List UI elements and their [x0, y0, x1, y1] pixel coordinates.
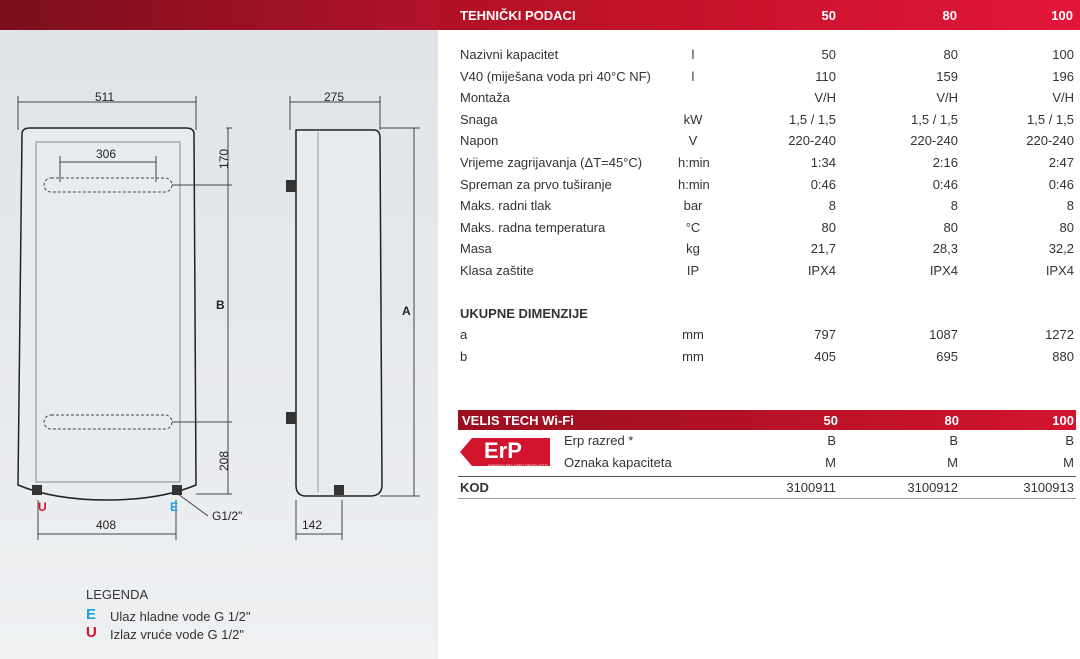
velis-title: VELIS TECH Wi-Fi — [462, 413, 574, 428]
dim-g12: G1/2" — [212, 509, 243, 523]
table-row: Klasa zaštite IP IPX4 IPX4 IPX4 — [460, 263, 1074, 278]
dim-275: 275 — [324, 90, 345, 104]
table-row: Maks. radna temperatura °C 80 80 80 — [460, 220, 1074, 235]
dim-208: 208 — [217, 450, 232, 472]
dimensions-title: UKUPNE DIMENZIJE — [460, 306, 588, 321]
velis-header-bar — [458, 410, 1076, 430]
dim-306: 306 — [96, 147, 117, 161]
dim-408: 408 — [96, 518, 117, 532]
table-row: Napon V 220-240 220-240 220-240 — [460, 133, 1074, 148]
velis-col-100: 100 — [1052, 413, 1074, 428]
velis-col-50: 50 — [823, 413, 838, 428]
table-row: Erp razred * B B B — [564, 433, 1074, 448]
legend-letter-e: E — [86, 606, 97, 623]
table-row: Nazivni kapacitet l 50 80 100 — [460, 47, 1074, 62]
kod-row: KOD 3100911 3100912 3100913 — [460, 480, 1074, 495]
table-row: Masa kg 21,7 28,3 32,2 — [460, 241, 1074, 256]
outlet-marker-u: U — [38, 500, 47, 514]
legend-letter-u: U — [86, 624, 97, 641]
table-row: Spreman za prvo tuširanje h:min 0:46 0:46 0:46 — [460, 177, 1074, 192]
legend-text-u: Izlaz vruće vode G 1/2" — [110, 627, 244, 642]
table-row: Montaža V/H V/H V/H — [460, 90, 1074, 105]
header-col-80: 80 — [942, 8, 957, 23]
erp-logo: ErP ENERGY RELATED PRODUCTS — [458, 432, 554, 472]
table-row: b mm 405 695 880 — [460, 349, 1074, 364]
table-title: TEHNIČKI PODACI — [460, 8, 576, 23]
table-row: a mm 797 1087 1272 — [460, 327, 1074, 342]
velis-col-80: 80 — [944, 413, 959, 428]
dim-a: A — [402, 304, 411, 318]
table-row: Oznaka kapaciteta M M M — [564, 455, 1074, 470]
table-row: Vrijeme zagrijavanja (ΔT=45°C) h:min 1:34 2:16 2:47 — [460, 155, 1074, 170]
dim-b: B — [216, 298, 225, 312]
header-col-50: 50 — [821, 8, 836, 23]
legend-text-e: Ulaz hladne vode G 1/2" — [110, 609, 251, 624]
table-row: Snaga kW 1,5 / 1,5 1,5 / 1,5 1,5 / 1,5 — [460, 112, 1074, 127]
divider — [458, 498, 1076, 499]
legend-title: LEGENDA — [86, 587, 149, 602]
dim-511: 511 — [95, 90, 115, 104]
dim-142: 142 — [302, 518, 323, 532]
table-row: Maks. radni tlak bar 8 8 8 — [460, 198, 1074, 213]
table-row: V40 (miješana voda pri 40°C NF) l 110 159 196 — [460, 69, 1074, 84]
header-col-100: 100 — [1051, 8, 1073, 23]
inlet-marker-e: E — [170, 500, 179, 514]
dim-170: 170 — [217, 148, 232, 170]
